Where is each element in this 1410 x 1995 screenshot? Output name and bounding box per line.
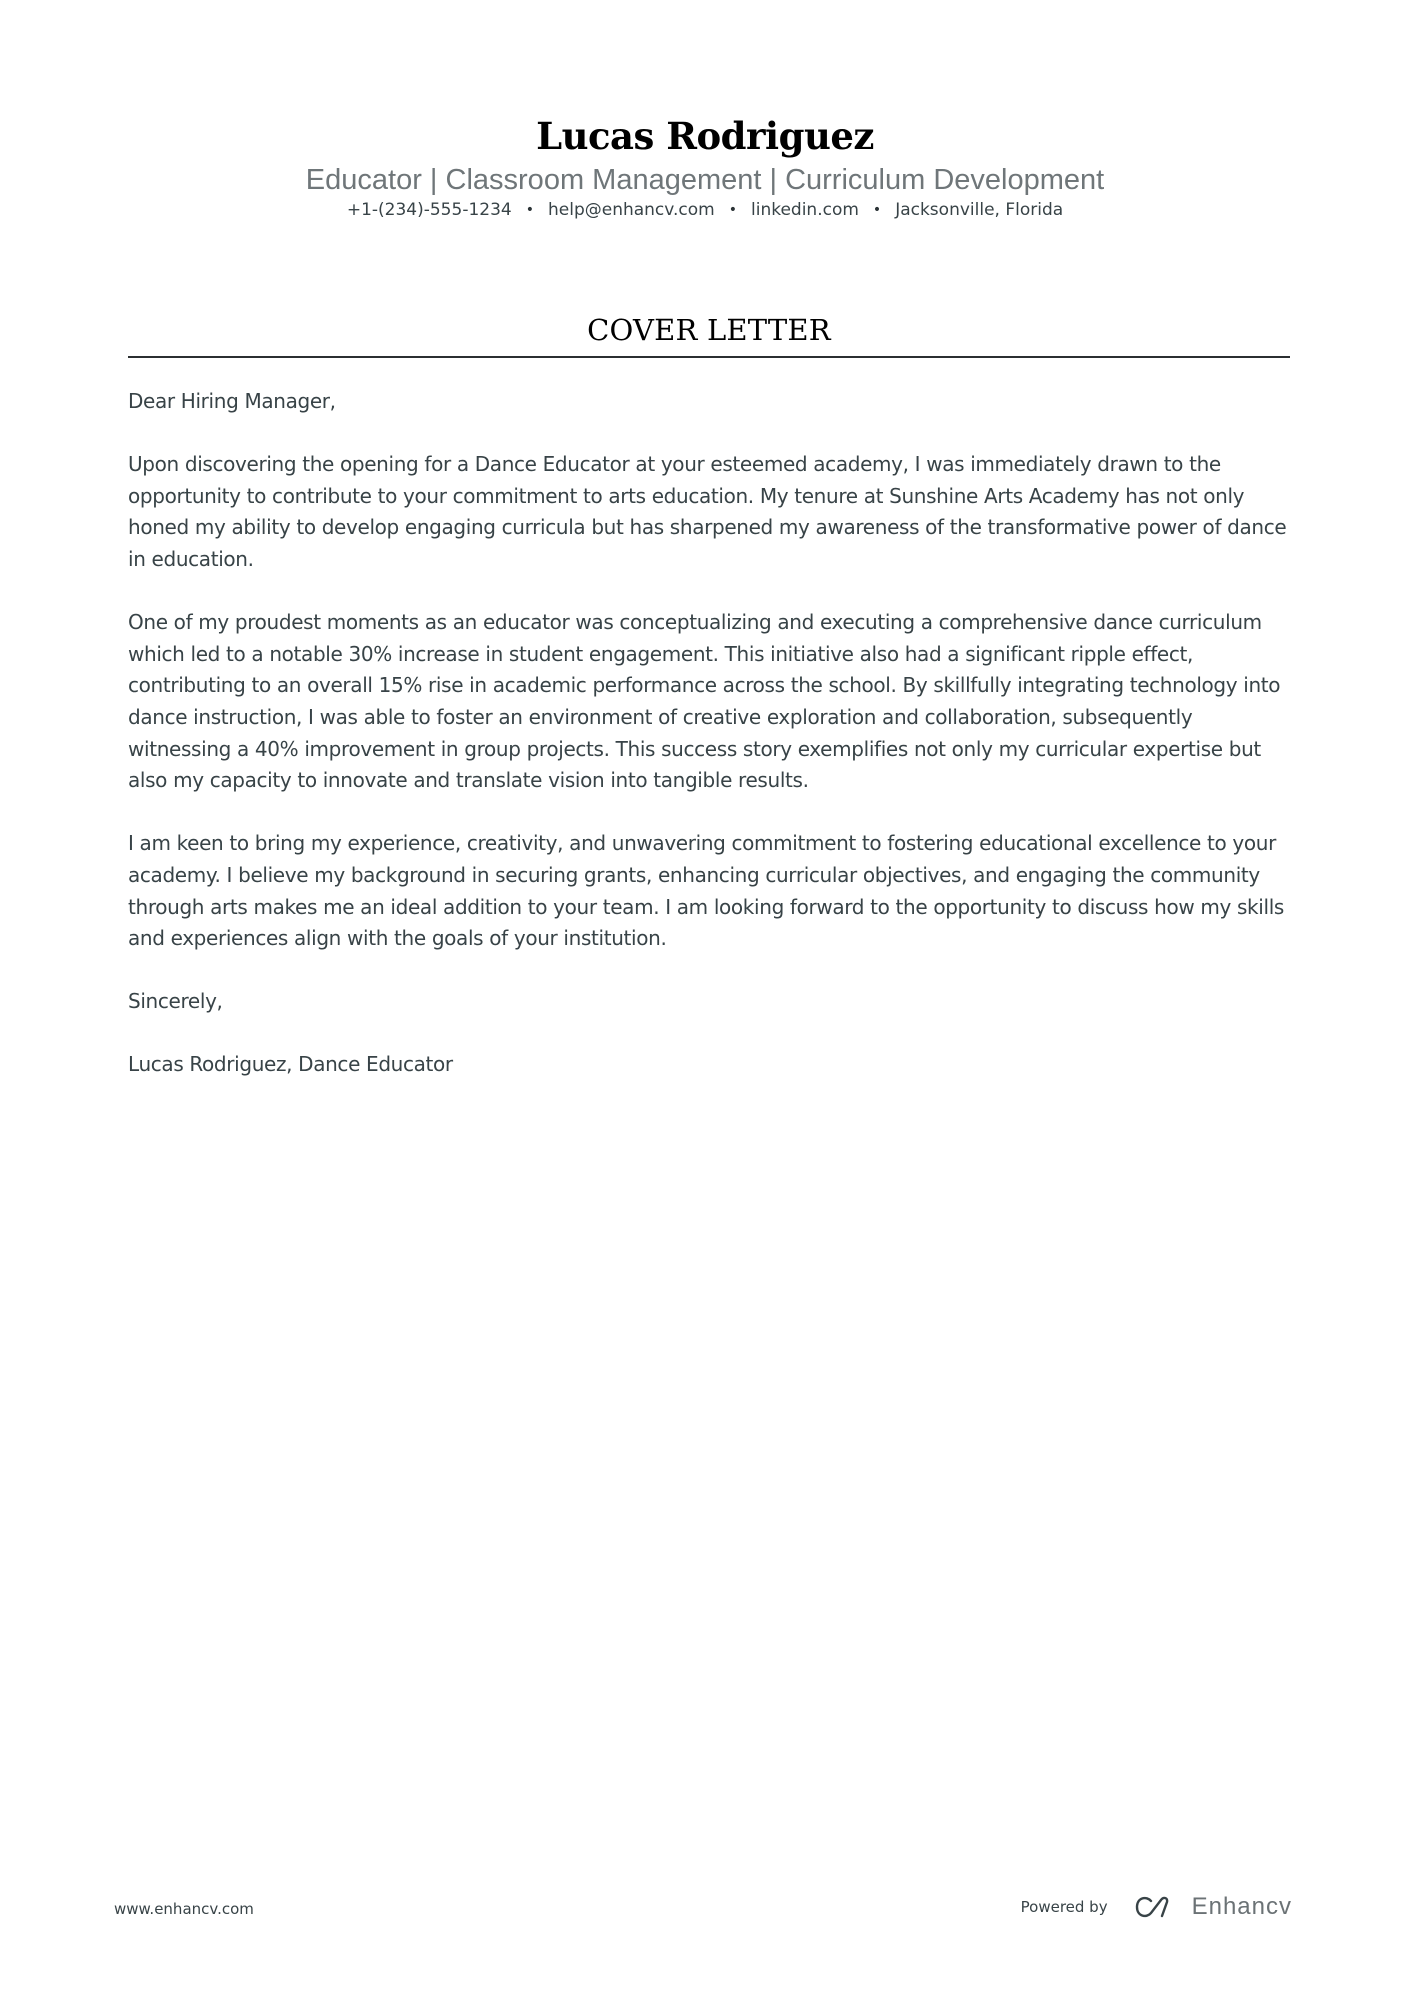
paragraph-1: Upon discovering the opening for a Dance Educator at your esteemed academy, I was immediately drawn to the opportunity to contribute to your commitment to arts education. My tenure at Sunshine Arts Academy has not only honed my ability to develop engaging curricula but has sharpened my awareness of the transformative power of dance in education. <box>128 452 1287 571</box>
section-title: COVER LETTER <box>587 313 831 347</box>
bullet-separator: • <box>525 202 534 218</box>
signature: Lucas Rodriguez, Dance Educator <box>128 1052 453 1077</box>
paragraph-2: One of my proudest moments as an educator was conceptualizing and executing a comprehensive dance curriculum which led to a notable 30% increase in student engagement. This initiative also had a significant ripple effect, contributing to an overall 15% rise in academic performance across the school. By skillfully integrating technology into dance instruction, I was able to foster an environment of creative exploration and collaboration, subsequently witnessing a 40% improvement in group projects. This success story exemplifies not only my curricular expertise but also my capacity to innovate and translate vision into tangible results. <box>128 610 1281 793</box>
powered-by-label: Powered by <box>1020 1898 1108 1916</box>
contact-info <box>0 198 1410 222</box>
powered-by-badge[interactable] <box>1021 1890 1292 1924</box>
section-divider <box>128 356 1290 358</box>
enhancv-brand-name: Enhancv <box>1191 1893 1292 1920</box>
closing: Sincerely, <box>128 989 223 1014</box>
applicant-title: Educator | Classroom Management | Curriculum Development <box>305 164 1105 196</box>
bullet-separator: • <box>872 202 882 218</box>
contact-location: Jacksonville, Florida <box>895 200 1064 220</box>
bullet-separator: • <box>728 202 737 218</box>
applicant-name: Lucas Rodriguez <box>536 114 874 158</box>
contact-email[interactable]: help@enhancv.com <box>547 200 715 220</box>
enhancv-logo-icon <box>1134 1894 1180 1920</box>
header <box>0 112 1410 222</box>
letter-body <box>128 386 1298 1113</box>
footer-website-link[interactable]: www.enhancv.com <box>114 1900 254 1918</box>
salutation: Dear Hiring Manager, <box>128 389 336 413</box>
contact-phone: +1-(234)-555-1234 <box>346 200 512 220</box>
contact-linkedin[interactable]: linkedin.com <box>751 200 859 220</box>
paragraph-3: I am keen to bring my experience, creativity, and unwavering commitment to fostering educational excellence to your academy. I believe my background in securing grants, enhancing curricular objectives, and engaging the community through arts makes me an ideal addition to your team. I am looking forward to the opportunity to discuss how my skills and experiences align with the goals of your institution. <box>128 831 1284 951</box>
